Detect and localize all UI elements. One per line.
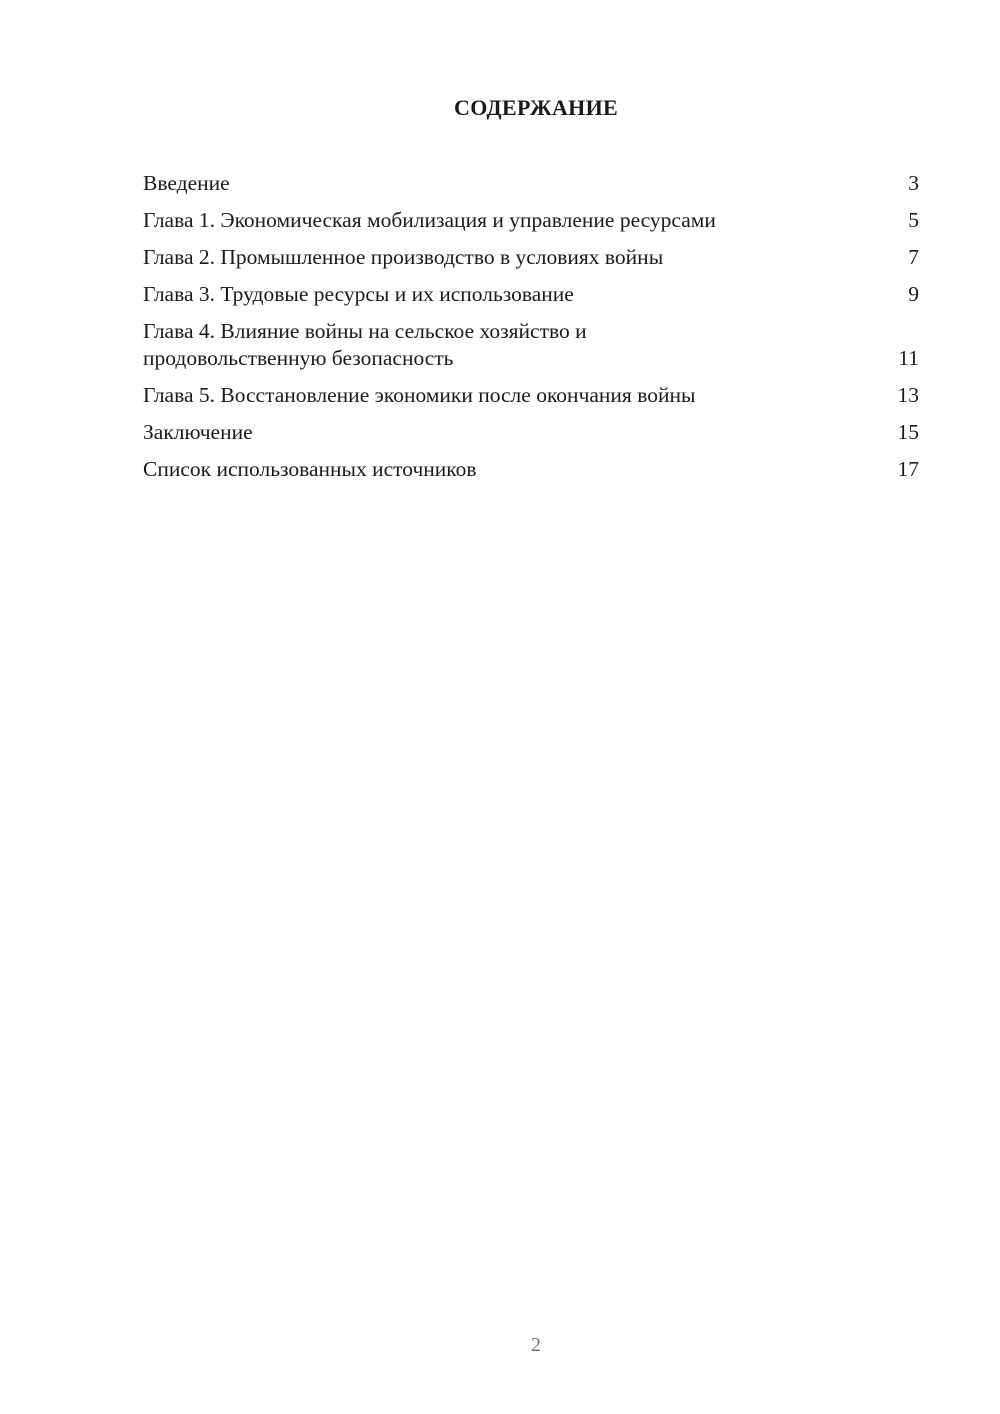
toc-entry-page: 5 xyxy=(908,208,919,232)
toc-entry-line: Введение xyxy=(143,171,230,195)
toc-entry-label xyxy=(143,244,889,271)
toc-entry xyxy=(143,318,919,372)
toc-entry xyxy=(143,456,919,483)
toc-entry-label xyxy=(143,419,889,446)
toc-entry-line: Глава 2. Промышленное производство в условиях войны xyxy=(143,245,664,269)
toc-entry xyxy=(143,244,919,271)
toc-entry-page: 11 xyxy=(898,346,919,370)
toc-entry-label xyxy=(143,207,889,234)
toc-entry-label xyxy=(143,382,889,409)
toc-entry-page: 3 xyxy=(908,171,919,195)
toc-entry-line: Глава 5. Восстановление экономики после окончания войны xyxy=(143,383,696,407)
toc-entry xyxy=(143,382,919,409)
toc-entry-page: 9 xyxy=(908,282,919,306)
toc-entry xyxy=(143,207,919,234)
toc-entry-page: 7 xyxy=(908,245,919,269)
toc-entry-line: Список использованных источников xyxy=(143,457,477,481)
toc-entry-label xyxy=(143,318,889,372)
toc-entry xyxy=(143,419,919,446)
toc-entry-label xyxy=(143,456,889,483)
toc-entry-line: Глава 4. Влияние войны на сельское хозяйство и xyxy=(143,319,587,343)
toc-entry-page: 17 xyxy=(897,457,919,481)
page-number: 2 xyxy=(531,1334,541,1356)
toc-entry-page: 15 xyxy=(897,420,919,444)
toc-entry-line: Глава 1. Экономическая мобилизация и управление ресурсами xyxy=(143,208,716,232)
toc-entry xyxy=(143,170,919,197)
toc-entry-page: 13 xyxy=(897,383,919,407)
toc-entry-label xyxy=(143,281,889,308)
toc-list xyxy=(143,170,919,493)
toc-entry-line: продовольственную безопасность xyxy=(143,346,454,370)
toc-entry-line: Глава 3. Трудовые ресурсы и их использование xyxy=(143,282,574,306)
toc-entry xyxy=(143,281,919,308)
toc-entry-line: Заключение xyxy=(143,420,253,444)
toc-title: СОДЕРЖАНИЕ xyxy=(454,95,618,120)
toc-entry-label xyxy=(143,170,889,197)
